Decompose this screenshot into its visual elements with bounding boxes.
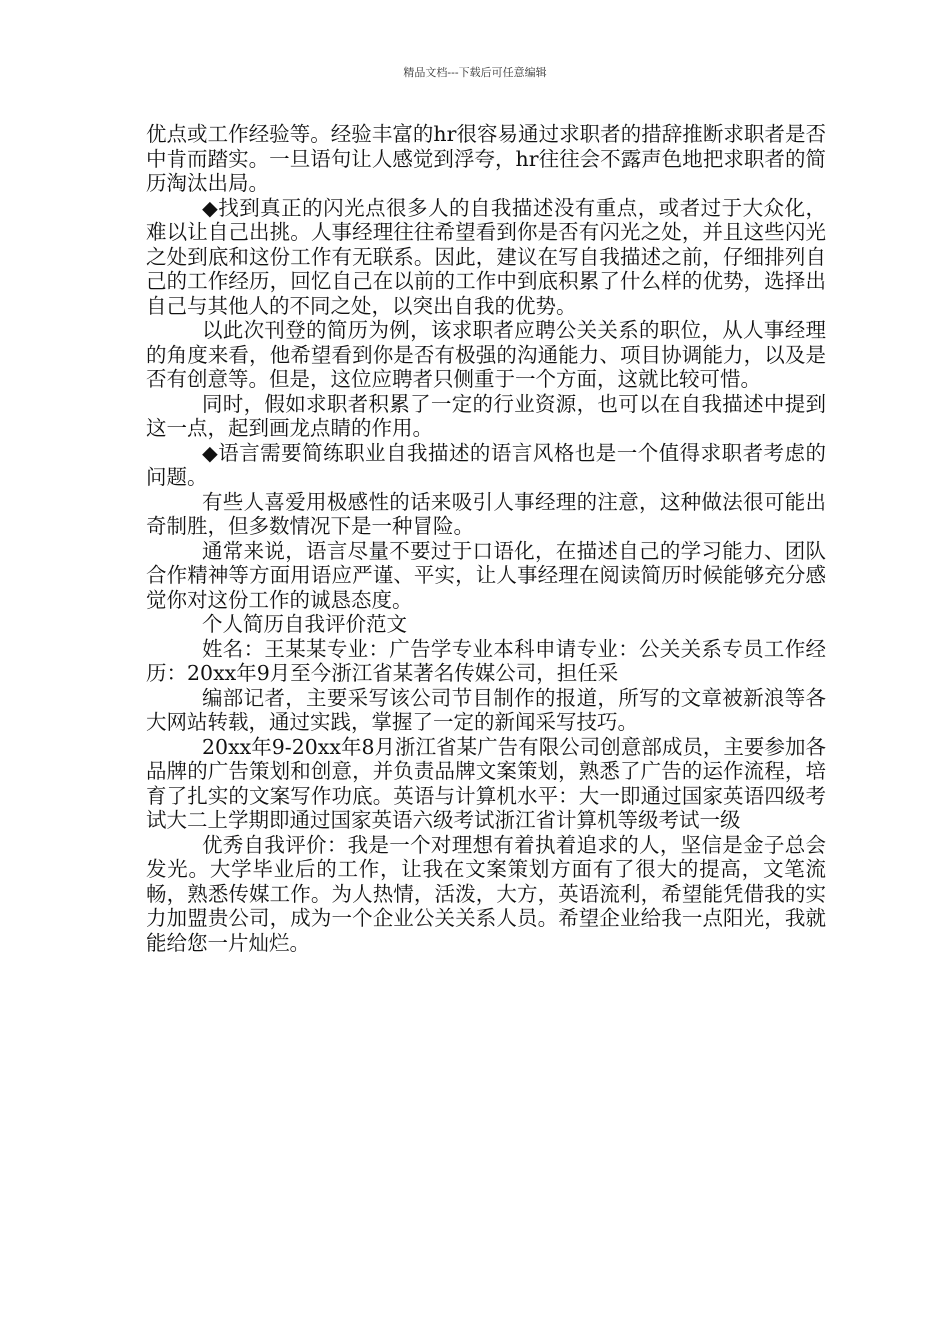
paragraph-5: ◆语言需要简练职业自我描述的语言风格也是一个值得求职者考虑的问题。 xyxy=(146,440,826,489)
document-body xyxy=(146,122,826,955)
paragraph-6: 有些人喜爱用极感性的话来吸引人事经理的注意，这种做法很可能出奇制胜，但多数情况下是一种冒险。 xyxy=(146,489,826,538)
paragraph-12: 优秀自我评价：我是一个对理想有着执着追求的人，坚信是金子总会发光。大学毕业后的工作，让我在文案策划方面有了很大的提高，文笔流畅，熟悉传媒工作。为人热情，活泼，大方，英语流利，希望能凭借我的实力加盟贵公司，成为一个企业公关关系人员。希望企业给我一点阳光，我就能给您一片灿烂。 xyxy=(146,832,826,955)
paragraph-4: 同时，假如求职者积累了一定的行业资源，也可以在自我描述中提到这一点，起到画龙点睛的作用。 xyxy=(146,391,826,440)
paragraph-11: 20xx年9-20xx年8月浙江省某广告有限公司创意部成员，主要参加各品牌的广告策划和创意，并负责品牌文案策划，熟悉了广告的运作流程，培育了扎实的文案写作功底。英语与计算机水平：大一即通过国家英语四级考试大二上学期即通过国家英语六级考试浙江省计算机等级考试一级 xyxy=(146,734,826,832)
paragraph-7: 通常来说，语言尽量不要过于口语化，在描述自己的学习能力、团队合作精神等方面用语应严谨、平实，让人事经理在阅读简历时候能够充分感觉你对这份工作的诚恳态度。 xyxy=(146,538,826,612)
page-header: 精品文档---下载后可任意编辑 xyxy=(403,66,547,79)
section-heading: 个人简历自我评价范文 xyxy=(202,612,407,636)
paragraph-9: 姓名：王某某专业：广告学专业本科申请专业：公关关系专员工作经历：20xx年9月至今浙江省某著名传媒公司，担任采 xyxy=(146,636,826,685)
paragraph-1: 优点或工作经验等。经验丰富的hr很容易通过求职者的措辞推断求职者是否中肯而踏实。一旦语句让人感觉到浮夸，hr往往会不露声色地把求职者的简历淘汰出局。 xyxy=(146,122,826,195)
paragraph-2: ◆找到真正的闪光点很多人的自我描述没有重点，或者过于大众化，难以让自己出挑。人事经理往往希望看到你是否有闪光之处，并且这些闪光之处到底和这份工作有无联系。因此，建议在写自我描述之前，仔细排列自己的工作经历，回忆自己在以前的工作中到底积累了什么样的优势，选择出自己与其他人的不同之处，以突出自我的优势。 xyxy=(146,195,826,318)
paragraph-3: 以此次刊登的简历为例，该求职者应聘公关关系的职位，从人事经理的角度来看，他希望看到你是否有极强的沟通能力、项目协调能力，以及是否有创意等。但是，这位应聘者只侧重于一个方面，这就比较可惜。 xyxy=(146,318,826,391)
paragraph-10: 编部记者，主要采写该公司节目制作的报道，所写的文章被新浪等各大网站转载，通过实践，掌握了一定的新闻采写技巧。 xyxy=(146,685,826,734)
